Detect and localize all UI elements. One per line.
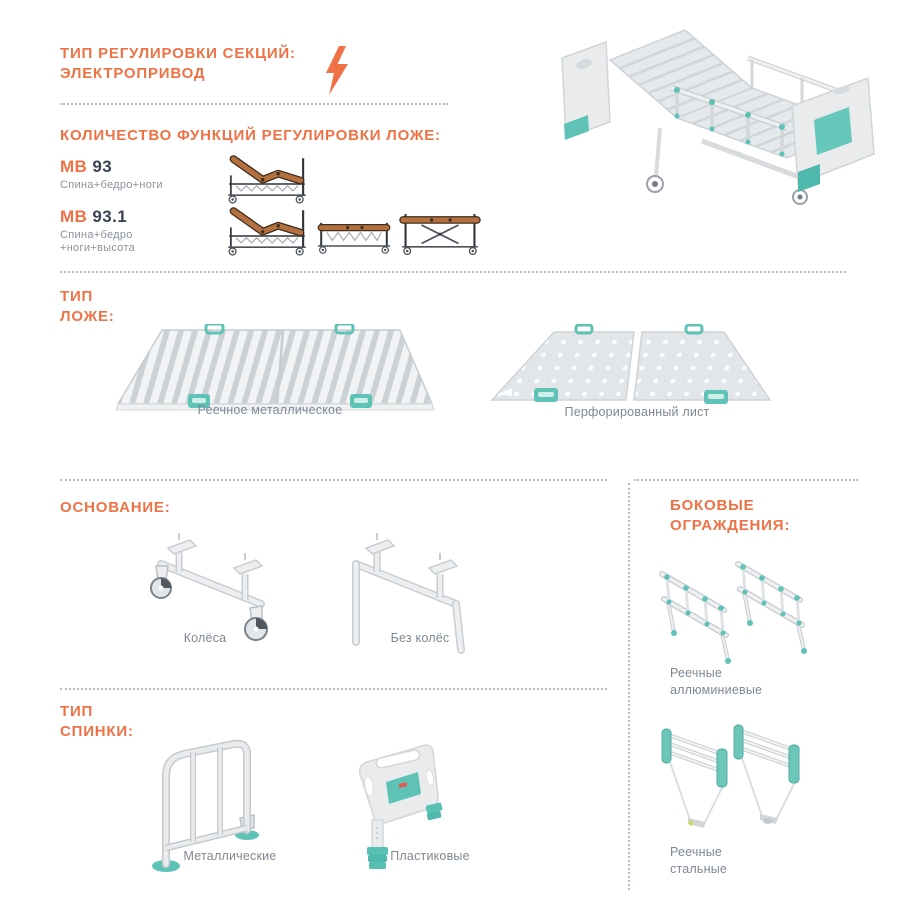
aluminum-rails-illustration xyxy=(658,556,818,668)
rails-section-title: БОКОВЫЕ ОГРАЖДЕНИЯ: xyxy=(670,497,791,534)
model-93-number: 93 xyxy=(92,157,113,176)
backs-option-label: Металлические xyxy=(183,849,277,863)
bed-profile-adjusted-icon xyxy=(224,150,310,206)
separator-line xyxy=(60,479,607,481)
lodge-section-title: ТИП ЛОЖЕ: xyxy=(60,288,115,325)
lodge-option-label: Реечное металлическое xyxy=(197,403,343,417)
lightning-icon xyxy=(322,45,352,97)
backs-section-title: ТИП СПИНКИ: xyxy=(60,703,134,740)
steel-rails-illustration xyxy=(658,724,816,842)
model-93-block xyxy=(60,158,163,192)
bed-profile-flat-low-icon xyxy=(314,202,394,258)
regulation-title-line1: ТИП РЕГУЛИРОВКИ СЕКЦИЙ: xyxy=(60,45,296,62)
backs-option-label: Пластиковые xyxy=(390,849,470,863)
model-93-code xyxy=(60,158,163,176)
bed-render-illustration xyxy=(552,6,888,206)
bed-profile-adjusted-icon xyxy=(224,202,310,258)
model-93-description: Спина+бедро+ноги xyxy=(60,179,163,191)
regulation-section-title xyxy=(60,44,296,84)
model-93-prefix: МВ xyxy=(60,157,88,176)
aluminum-rail-segment xyxy=(662,574,731,664)
separator-line xyxy=(60,688,607,690)
separator-line xyxy=(60,271,846,273)
column-divider-line xyxy=(628,483,630,890)
model-93-1-block xyxy=(60,208,135,255)
functions-section-title: КОЛИЧЕСТВО ФУНКЦИЙ РЕГУЛИРОВКИ ЛОЖЕ: xyxy=(60,127,441,144)
bed-profile-raised-height-icon xyxy=(398,202,482,258)
base-section-title: ОСНОВАНИЕ: xyxy=(60,499,171,516)
steel-rail-segment xyxy=(662,729,727,828)
steel-rail-segment xyxy=(734,725,799,824)
model-93-1-prefix: МВ xyxy=(60,207,88,226)
regulation-title-line2: ЭЛЕКТРОПРИВОД xyxy=(60,65,206,82)
model-93-1-description: Спина+бедро +ноги+высота xyxy=(60,229,136,254)
separator-line xyxy=(60,103,448,105)
base-option-label: Колёса xyxy=(183,631,227,645)
aluminum-rail-segment xyxy=(738,564,807,654)
separator-line xyxy=(634,479,858,481)
rails-option-label: Реечные стальные xyxy=(670,845,728,876)
model-93-1-number: 93.1 xyxy=(92,207,128,226)
rails-option-label: Реечные аллюминиевые xyxy=(670,666,763,697)
perforated-platform-illustration xyxy=(478,324,796,416)
model-93-1-code xyxy=(60,208,135,226)
base-option-label: Без колёс xyxy=(390,631,450,645)
lodge-option-label: Перфорированный лист xyxy=(564,405,710,419)
